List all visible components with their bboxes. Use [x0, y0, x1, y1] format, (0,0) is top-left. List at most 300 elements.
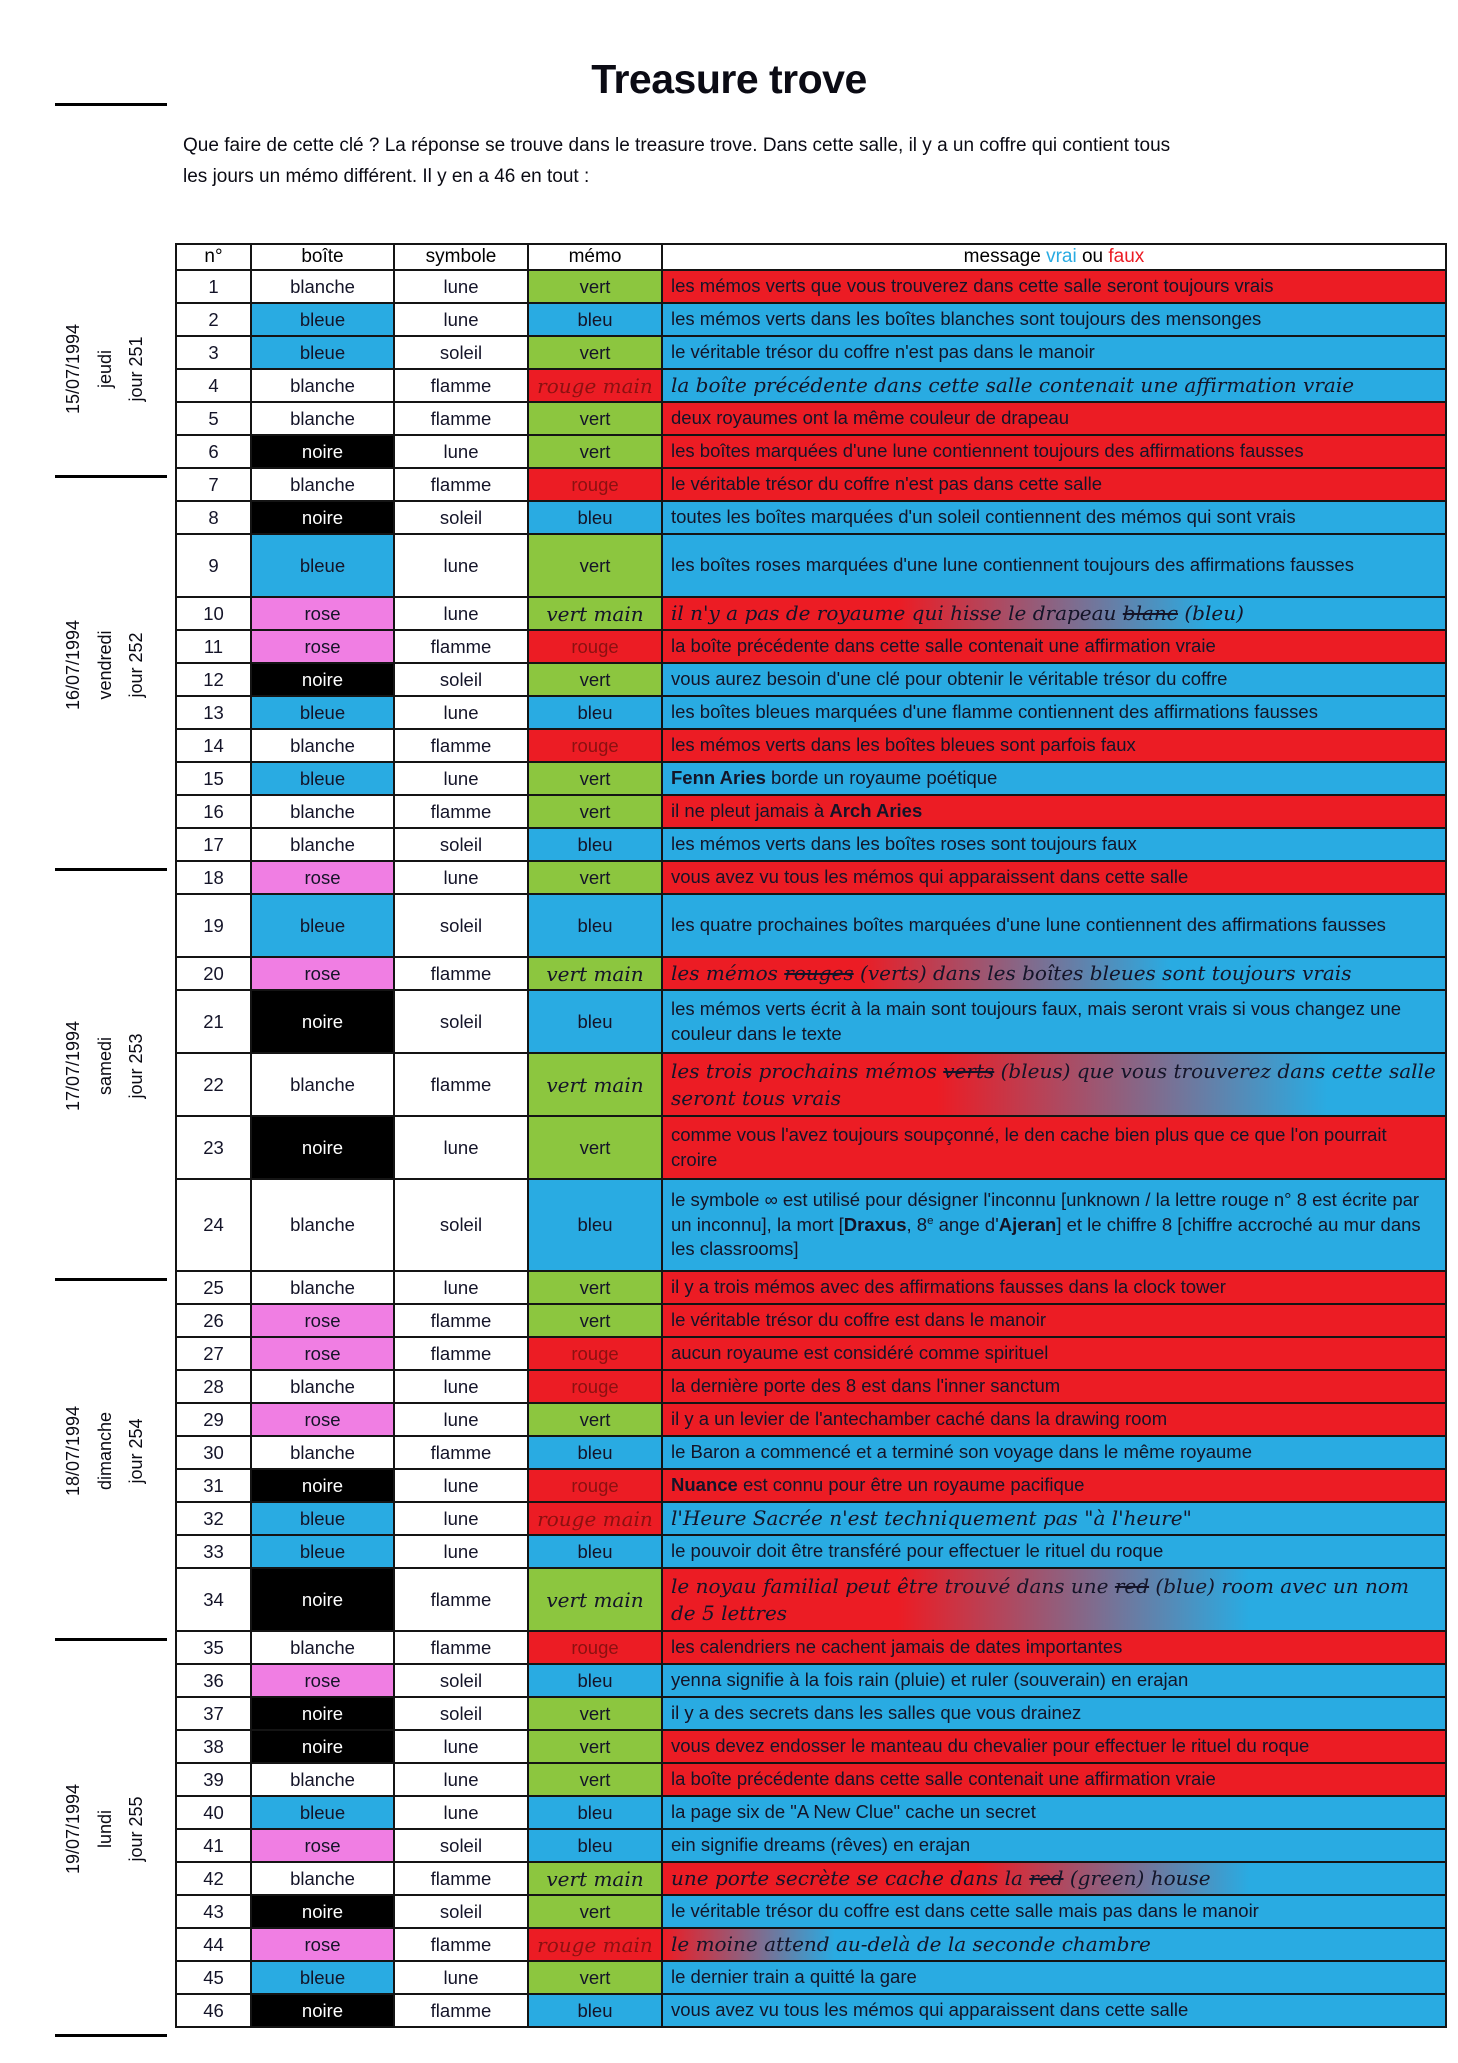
message-text: toutes les boîtes marquées d'un soleil contiennent des mémos qui sont vrais	[671, 506, 1296, 528]
boite-cell: noire	[251, 1730, 394, 1763]
symbole-cell: soleil	[394, 663, 528, 696]
symbole-cell: soleil	[394, 336, 528, 369]
message-cell	[662, 1895, 1446, 1928]
memo-cell: vert	[528, 534, 662, 597]
message-text: comme vous l'avez toujours soupçonné, le den cache bien plus que ce que l'on pourrait croire	[671, 1123, 1387, 1170]
row-number-cell: 12	[176, 663, 251, 696]
message-cell	[662, 1763, 1446, 1796]
symbole-cell: lune	[394, 1403, 528, 1436]
symbole-cell: lune	[394, 1535, 528, 1568]
boite-cell: bleue	[251, 303, 394, 336]
row-number-cell: 42	[176, 1862, 251, 1895]
day-date: 18/07/1994	[62, 1405, 83, 1497]
message-cell	[662, 1053, 1446, 1116]
table-row	[176, 1664, 1446, 1697]
message-text: les boîtes roses marquées d'une lune contiennent toujours des affirmations fausses	[671, 554, 1354, 576]
table-row	[176, 468, 1446, 501]
message-text: blanc	[1122, 601, 1179, 625]
boite-cell: noire	[251, 1895, 394, 1928]
message-cell	[662, 402, 1446, 435]
message-cell	[662, 762, 1446, 795]
message-text: verts	[943, 1058, 995, 1083]
memo-cell: bleu	[528, 1664, 662, 1697]
row-number-cell: 43	[176, 1895, 251, 1928]
boite-cell: bleue	[251, 894, 394, 957]
message-cell	[662, 630, 1446, 663]
message-cell	[662, 1928, 1446, 1961]
legend-ou: ou	[1081, 246, 1104, 267]
message-text: le véritable trésor du coffre est dans cette salle mais pas dans le manoir	[671, 1900, 1259, 1922]
table-row	[176, 270, 1446, 303]
table-row	[176, 402, 1446, 435]
row-number-cell: 38	[176, 1730, 251, 1763]
symbole-cell: lune	[394, 1469, 528, 1502]
boite-cell: blanche	[251, 1436, 394, 1469]
row-number-cell: 3	[176, 336, 251, 369]
memo-cell: bleu	[528, 894, 662, 957]
day-group	[55, 468, 155, 861]
day-separator-line	[55, 103, 167, 106]
memo-cell: rouge main	[528, 1928, 662, 1961]
memo-cell: vert main	[528, 1053, 662, 1116]
table-row	[176, 1179, 1446, 1271]
boite-cell: blanche	[251, 1179, 394, 1271]
message-text: vous aurez besoin d'une clé pour obtenir le véritable trésor du coffre	[671, 668, 1228, 690]
row-number-cell: 41	[176, 1829, 251, 1862]
table-row	[176, 861, 1446, 894]
table-row	[176, 1697, 1446, 1730]
row-number-cell: 22	[176, 1053, 251, 1116]
column-header-num: n°	[176, 244, 251, 270]
boite-cell: noire	[251, 501, 394, 534]
boite-cell: noire	[251, 1116, 394, 1179]
memo-cell: rouge	[528, 630, 662, 663]
memo-cell: vert	[528, 762, 662, 795]
day-weekday: lundi	[94, 1809, 115, 1849]
symbole-cell: lune	[394, 270, 528, 303]
message-text: la page six de "A New Clue" cache un secret	[671, 1801, 1036, 1823]
message-text: aucun royaume est considéré comme spirituel	[671, 1342, 1049, 1364]
boite-cell: rose	[251, 1304, 394, 1337]
symbole-cell: lune	[394, 1961, 528, 1994]
message-cell	[662, 534, 1446, 597]
message-cell	[662, 1304, 1446, 1337]
row-number-cell: 15	[176, 762, 251, 795]
symbole-cell: flamme	[394, 1304, 528, 1337]
message-text: red	[1114, 1573, 1150, 1598]
message-cell	[662, 1271, 1446, 1304]
message-text: il ne pleut jamais à	[671, 800, 830, 822]
symbole-cell: lune	[394, 861, 528, 894]
page-title: Treasure trove	[591, 56, 867, 102]
message-text: les trois prochains mémos	[671, 1058, 944, 1083]
message-text: les mémos verts dans les boîtes bleues sont parfois faux	[671, 734, 1136, 756]
message-cell	[662, 663, 1446, 696]
symbole-cell: lune	[394, 762, 528, 795]
message-cell	[662, 1730, 1446, 1763]
symbole-cell: flamme	[394, 795, 528, 828]
table-row	[176, 1568, 1446, 1631]
message-text: le noyau familial peut être trouvé dans une	[671, 1573, 1115, 1598]
memo-cell: vert	[528, 1895, 662, 1928]
message-text: Ajeran	[998, 1213, 1057, 1235]
boite-cell: bleue	[251, 534, 394, 597]
message-text: (blue) room avec un nom de 5 lettres	[671, 1573, 1409, 1625]
boite-cell: noire	[251, 435, 394, 468]
message-cell	[662, 1337, 1446, 1370]
memo-cell: vert main	[528, 597, 662, 630]
memo-cell: vert	[528, 270, 662, 303]
table-row	[176, 597, 1446, 630]
message-text: ] et le chiffre 8 [chiffre accroché au mur dans les classrooms]	[671, 1213, 1421, 1260]
day-weekday: jeudi	[94, 349, 115, 389]
message-cell	[662, 861, 1446, 894]
column-header-memo: mémo	[528, 244, 662, 270]
memo-cell: bleu	[528, 1535, 662, 1568]
row-number-cell: 25	[176, 1271, 251, 1304]
message-text: vous devez endosser le manteau du chevalier pour effectuer le rituel du roque	[671, 1735, 1310, 1757]
boite-cell: bleue	[251, 1796, 394, 1829]
memo-cell: vert	[528, 1730, 662, 1763]
message-cell	[662, 1994, 1446, 2027]
message-cell	[662, 795, 1446, 828]
message-text: ein signifie dreams (rêves) en erajan	[671, 1834, 971, 1856]
row-number-cell: 33	[176, 1535, 251, 1568]
row-number-cell: 2	[176, 303, 251, 336]
table-row	[176, 1829, 1446, 1862]
header-row	[176, 244, 1446, 270]
message-text: le symbole ∞ est utilisé pour désigner l'inconnu [unknown / la lettre rouge n° 8 est écrite par un inconnu], la mort [	[671, 1188, 1420, 1235]
boite-cell: rose	[251, 861, 394, 894]
message-text: vous avez vu tous les mémos qui apparaissent dans cette salle	[671, 866, 1189, 888]
symbole-cell: flamme	[394, 1862, 528, 1895]
table-row	[176, 1763, 1446, 1796]
message-cell	[662, 1469, 1446, 1502]
symbole-cell: flamme	[394, 1337, 528, 1370]
row-number-cell: 36	[176, 1664, 251, 1697]
boite-cell: blanche	[251, 1862, 394, 1895]
row-number-cell: 5	[176, 402, 251, 435]
memo-cell: vert main	[528, 1568, 662, 1631]
row-number-cell: 44	[176, 1928, 251, 1961]
day-number: jour 253	[125, 1033, 146, 1099]
message-text: l'Heure Sacrée n'est techniquement pas "à l'heure"	[671, 1506, 1192, 1530]
message-text: il y a un levier de l'antechamber caché dans la drawing room	[671, 1408, 1168, 1430]
symbole-cell: lune	[394, 534, 528, 597]
message-cell	[662, 1697, 1446, 1730]
message-text: red	[1029, 1866, 1064, 1890]
day-separator-line	[55, 2034, 167, 2037]
message-text: le véritable trésor du coffre est dans le manoir	[671, 1309, 1046, 1331]
symbole-cell: lune	[394, 1730, 528, 1763]
boite-cell: noire	[251, 1994, 394, 2027]
day-label	[58, 324, 153, 414]
symbole-cell: soleil	[394, 894, 528, 957]
row-number-cell: 45	[176, 1961, 251, 1994]
day-group	[55, 861, 155, 1271]
symbole-cell: soleil	[394, 1664, 528, 1697]
day-label	[58, 1784, 153, 1874]
message-text: les quatre prochaines boîtes marquées d'une lune contiennent des affirmations fausses	[671, 914, 1386, 936]
boite-cell: rose	[251, 1403, 394, 1436]
message-cell	[662, 957, 1446, 990]
message-cell	[662, 501, 1446, 534]
message-text: il n'y a pas de royaume qui hisse le drapeau	[671, 601, 1123, 625]
message-text: il y a des secrets dans les salles que vous drainez	[671, 1702, 1082, 1724]
memo-cell: bleu	[528, 1179, 662, 1271]
table-row	[176, 369, 1446, 402]
memo-cell: vert	[528, 1697, 662, 1730]
row-number-cell: 20	[176, 957, 251, 990]
message-cell	[662, 336, 1446, 369]
intro-line-2: les jours un mémo différent. Il y en a 46 en tout :	[183, 166, 590, 188]
symbole-cell: lune	[394, 1116, 528, 1179]
day-number: jour 252	[125, 631, 146, 698]
day-group	[55, 270, 155, 468]
row-number-cell: 9	[176, 534, 251, 597]
message-cell	[662, 894, 1446, 957]
memo-cell: vert	[528, 1403, 662, 1436]
boite-cell: blanche	[251, 402, 394, 435]
row-number-cell: 46	[176, 1994, 251, 2027]
message-text: (verts) dans les boîtes bleues sont toujours vrais	[853, 961, 1352, 985]
symbole-cell: soleil	[394, 1179, 528, 1271]
table-row	[176, 1403, 1446, 1436]
message-text: (bleus) que vous trouverez dans cette salle seront tous vrais	[671, 1058, 1436, 1110]
boite-cell: noire	[251, 1697, 394, 1730]
row-number-cell: 8	[176, 501, 251, 534]
symbole-cell: soleil	[394, 1697, 528, 1730]
memo-cell: vert	[528, 402, 662, 435]
symbole-cell: flamme	[394, 369, 528, 402]
boite-cell: bleue	[251, 1502, 394, 1535]
row-number-cell: 11	[176, 630, 251, 663]
message-text: deux royaumes ont la même couleur de drapeau	[671, 407, 1069, 429]
boite-cell: blanche	[251, 795, 394, 828]
message-text: vous avez vu tous les mémos qui apparaissent dans cette salle	[671, 1999, 1189, 2021]
day-date: 17/07/1994	[62, 1020, 83, 1112]
memo-cell: vert	[528, 1763, 662, 1796]
message-text: Nuance	[671, 1474, 738, 1496]
table-row	[176, 729, 1446, 762]
intro-line-1: Que faire de cette clé ? La réponse se trouve dans le treasure trove. Dans cette salle, il y a un coffre qui contient tous	[183, 135, 1171, 156]
table-row	[176, 1961, 1446, 1994]
memo-cell: bleu	[528, 1829, 662, 1862]
symbole-cell: lune	[394, 1271, 528, 1304]
message-text: borde un royaume poétique	[765, 767, 998, 789]
row-number-cell: 6	[176, 435, 251, 468]
message-cell	[662, 1862, 1446, 1895]
table-row	[176, 1631, 1446, 1664]
message-text: la boîte précédente dans cette salle contenait une affirmation vraie	[671, 1768, 1216, 1790]
boite-cell: blanche	[251, 1053, 394, 1116]
message-text: les boîtes bleues marquées d'une flamme contiennent des affirmations fausses	[671, 701, 1318, 723]
boite-cell: rose	[251, 1928, 394, 1961]
row-number-cell: 13	[176, 696, 251, 729]
memo-cell: bleu	[528, 1436, 662, 1469]
row-number-cell: 1	[176, 270, 251, 303]
table-row	[176, 501, 1446, 534]
memo-cell: bleu	[528, 696, 662, 729]
message-cell	[662, 1116, 1446, 1179]
boite-cell: blanche	[251, 270, 394, 303]
symbole-cell: flamme	[394, 1994, 528, 2027]
table-row	[176, 1469, 1446, 1502]
message-text: il y a trois mémos avec des affirmations fausses dans la clock tower	[671, 1276, 1226, 1298]
boite-cell: noire	[251, 663, 394, 696]
table-row	[176, 1862, 1446, 1895]
intro-text	[183, 130, 1233, 193]
message-text: Draxus	[843, 1213, 907, 1235]
message-cell	[662, 597, 1446, 630]
legend-vrai: vrai	[1046, 246, 1077, 267]
row-number-cell: 31	[176, 1469, 251, 1502]
message-cell	[662, 369, 1446, 402]
boite-cell: bleue	[251, 1535, 394, 1568]
message-text: ange d'	[933, 1213, 999, 1235]
symbole-cell: flamme	[394, 1436, 528, 1469]
memo-cell: vert	[528, 336, 662, 369]
boite-cell: blanche	[251, 729, 394, 762]
message-text: Fenn Aries	[671, 767, 766, 789]
row-number-cell: 30	[176, 1436, 251, 1469]
symbole-cell: flamme	[394, 630, 528, 663]
message-text: Arch Aries	[829, 800, 923, 822]
row-number-cell: 7	[176, 468, 251, 501]
day-number: jour 254	[125, 1418, 146, 1484]
message-text: est connu pour être un royaume pacifique	[737, 1474, 1085, 1496]
memo-cell: vert	[528, 1116, 662, 1179]
table-row	[176, 957, 1446, 990]
row-number-cell: 17	[176, 828, 251, 861]
symbole-cell: lune	[394, 435, 528, 468]
message-cell	[662, 696, 1446, 729]
day-label	[58, 1021, 153, 1111]
message-text: (bleu)	[1178, 601, 1244, 625]
message-text: les boîtes marquées d'une lune contiennent toujours des affirmations fausses	[671, 440, 1304, 462]
symbole-cell: flamme	[394, 729, 528, 762]
day-group	[55, 1271, 155, 1631]
symbole-cell: lune	[394, 1502, 528, 1535]
boite-cell: noire	[251, 1568, 394, 1631]
legend-message: message	[963, 246, 1041, 267]
boite-cell: noire	[251, 990, 394, 1053]
message-text: rouges	[784, 961, 854, 985]
row-number-cell: 23	[176, 1116, 251, 1179]
table-row	[176, 1304, 1446, 1337]
day-number: jour 251	[125, 336, 146, 402]
symbole-cell: soleil	[394, 1895, 528, 1928]
symbole-cell: soleil	[394, 828, 528, 861]
table-row	[176, 1116, 1446, 1179]
message-cell	[662, 1961, 1446, 1994]
row-number-cell: 27	[176, 1337, 251, 1370]
row-number-cell: 21	[176, 990, 251, 1053]
boite-cell: noire	[251, 1469, 394, 1502]
message-cell	[662, 1403, 1446, 1436]
boite-cell: blanche	[251, 1370, 394, 1403]
day-label	[58, 1406, 153, 1496]
day-date: 16/07/1994	[62, 619, 83, 710]
row-number-cell: 29	[176, 1403, 251, 1436]
memo-cell: bleu	[528, 501, 662, 534]
symbole-cell: lune	[394, 1763, 528, 1796]
table-row	[176, 990, 1446, 1053]
message-text: le véritable trésor du coffre n'est pas dans le manoir	[671, 341, 1095, 363]
row-number-cell: 24	[176, 1179, 251, 1271]
symbole-cell: flamme	[394, 1928, 528, 1961]
row-number-cell: 40	[176, 1796, 251, 1829]
memo-cell: bleu	[528, 828, 662, 861]
memo-cell: vert	[528, 861, 662, 894]
symbole-cell: lune	[394, 696, 528, 729]
message-text: les calendriers ne cachent jamais de dates importantes	[671, 1636, 1123, 1658]
message-cell	[662, 468, 1446, 501]
symbole-cell: soleil	[394, 1829, 528, 1862]
row-number-cell: 18	[176, 861, 251, 894]
message-text: les mémos verts que vous trouverez dans cette salle seront toujours vrais	[671, 275, 1274, 297]
symbole-cell: flamme	[394, 957, 528, 990]
message-cell	[662, 1535, 1446, 1568]
memo-cell: bleu	[528, 990, 662, 1053]
message-cell	[662, 1829, 1446, 1862]
row-number-cell: 32	[176, 1502, 251, 1535]
memo-cell: rouge	[528, 468, 662, 501]
column-header-boite: boîte	[251, 244, 394, 270]
table-row	[176, 1895, 1446, 1928]
memo-cell: rouge	[528, 1337, 662, 1370]
table-row	[176, 303, 1446, 336]
day-group	[55, 1631, 155, 2027]
symbole-cell: flamme	[394, 1568, 528, 1631]
table-row	[176, 828, 1446, 861]
symbole-cell: lune	[394, 1796, 528, 1829]
table-row	[176, 630, 1446, 663]
message-cell	[662, 1664, 1446, 1697]
memo-cell: vert main	[528, 957, 662, 990]
row-number-cell: 19	[176, 894, 251, 957]
day-weekday: samedi	[94, 1036, 115, 1096]
memo-table-wrapper	[175, 243, 1447, 2028]
boite-cell: bleue	[251, 762, 394, 795]
row-number-cell: 34	[176, 1568, 251, 1631]
day-weekday: vendredi	[94, 629, 115, 700]
column-header-message	[662, 244, 1446, 270]
message-cell	[662, 1502, 1446, 1535]
message-text: les mémos verts dans les boîtes blanches sont toujours des mensonges	[671, 308, 1262, 330]
table-row	[176, 1271, 1446, 1304]
symbole-cell: lune	[394, 597, 528, 630]
symbole-cell: soleil	[394, 990, 528, 1053]
boite-cell: bleue	[251, 1961, 394, 1994]
row-number-cell: 14	[176, 729, 251, 762]
day-label	[58, 619, 153, 709]
row-number-cell: 4	[176, 369, 251, 402]
boite-cell: rose	[251, 1664, 394, 1697]
symbole-cell: flamme	[394, 468, 528, 501]
day-date: 19/07/1994	[62, 1783, 83, 1875]
message-cell	[662, 435, 1446, 468]
memo-cell: bleu	[528, 1994, 662, 2027]
message-text: une porte secrète se cache dans la	[671, 1866, 1030, 1890]
memo-cell: vert	[528, 795, 662, 828]
symbole-cell: flamme	[394, 402, 528, 435]
message-text: la dernière porte des 8 est dans l'inner sanctum	[671, 1375, 1061, 1397]
message-text: le dernier train a quitté la gare	[671, 1966, 917, 1988]
memo-cell: rouge	[528, 1469, 662, 1502]
legend-faux: faux	[1108, 246, 1145, 267]
table-row	[176, 1502, 1446, 1535]
